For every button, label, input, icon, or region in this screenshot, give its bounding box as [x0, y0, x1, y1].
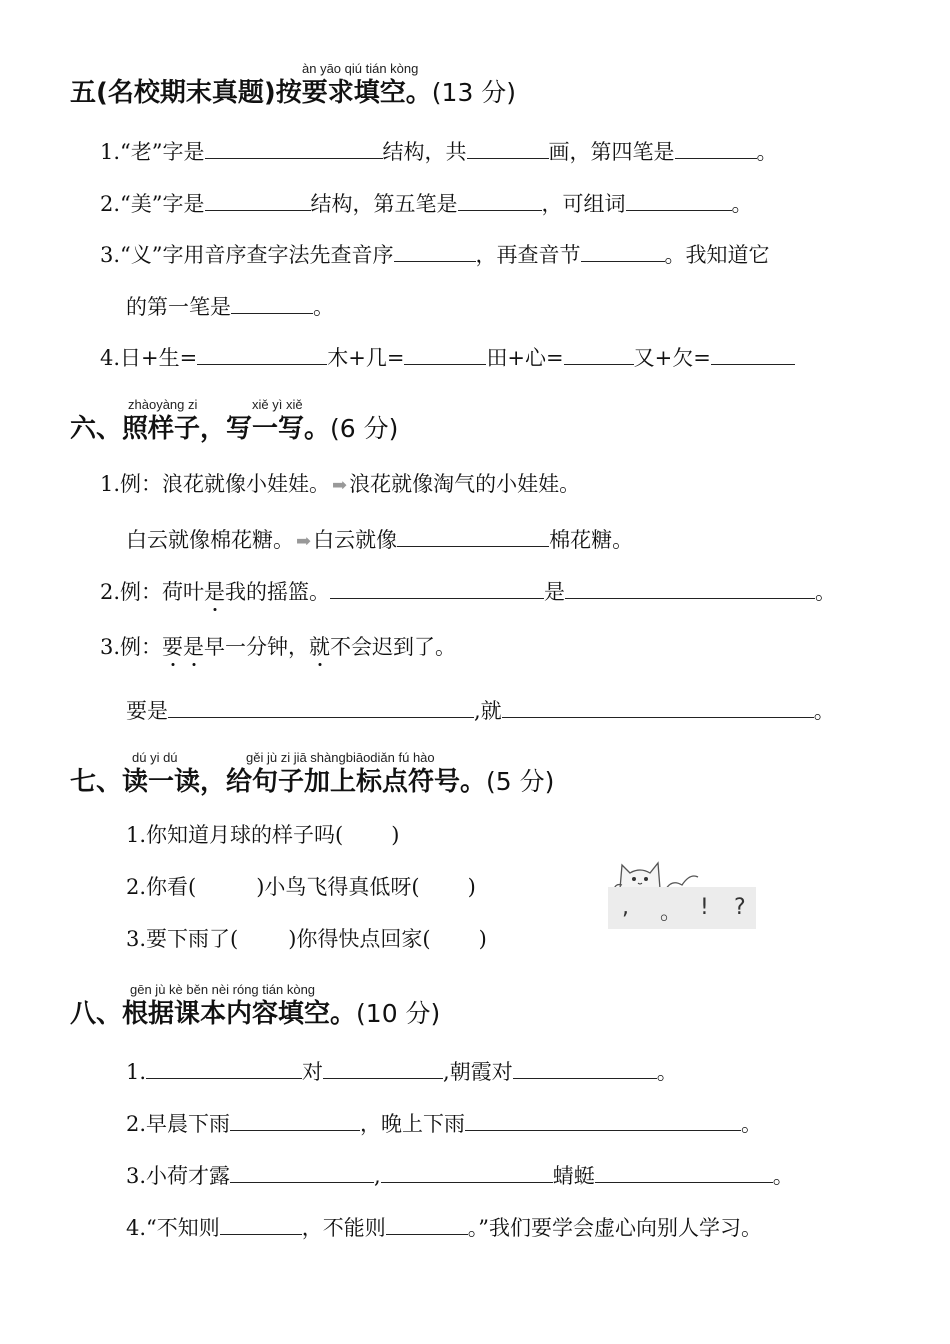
question-text: ，晚上下雨 [360, 1112, 466, 1136]
question-text: ，可组词 [541, 192, 626, 216]
question-8-3 [126, 1162, 794, 1187]
question-text: 的第一笔是 [126, 295, 231, 319]
answer-blank[interactable] [394, 241, 476, 262]
punctuation-mark: ? [734, 895, 746, 920]
section-title-5 [70, 80, 516, 106]
section-score: (6 分) [330, 414, 399, 443]
question-text: 蜻蜓 [552, 1164, 595, 1188]
question-6-3-task [126, 697, 835, 722]
question-text: 田+心= [486, 346, 564, 370]
question-text: 是 [544, 580, 566, 604]
answer-blank[interactable] [231, 293, 313, 314]
answer-blank[interactable] [381, 1162, 553, 1183]
answer-blank[interactable] [197, 344, 327, 365]
question-text: 结构，共 [382, 140, 467, 164]
question-text: 。我知道它 [664, 243, 770, 267]
question-8-2 [126, 1110, 762, 1135]
question-7-2 [126, 877, 476, 898]
question-text: 浪花就像淘气的小娃娃。 [349, 472, 581, 496]
answer-blank[interactable] [205, 190, 311, 211]
question-text: 3.“义”字用音序查字法先查音序 [100, 243, 394, 267]
question-text: 1.“老”字是 [100, 140, 205, 164]
section-number: 六、 [70, 414, 123, 444]
answer-blank[interactable] [386, 1214, 468, 1235]
question-text: ，再查音节 [475, 243, 581, 267]
question-text: 我的摇篮。 [225, 580, 331, 604]
question-text: 。 [815, 580, 837, 604]
question-text: 1.例：浪花就像小娃娃。 [100, 472, 331, 496]
question-text: 对 [302, 1060, 324, 1084]
question-text: 画，第四笔是 [548, 140, 675, 164]
emphasis-char: 就 [309, 635, 331, 659]
question-text: 白云就像 [313, 528, 398, 552]
section-heading: 照样子，写一写。 [122, 414, 331, 444]
pinyin-annotation: zhàoyàng zi [128, 397, 198, 412]
answer-blank[interactable] [230, 1110, 360, 1131]
question-text: 。 [656, 1060, 678, 1084]
answer-blank[interactable] [564, 344, 634, 365]
question-7-1 [126, 825, 399, 846]
question-text: ,朝霞对 [443, 1060, 513, 1084]
question-7-3 [126, 929, 487, 950]
question-text: 2.你看( [126, 875, 197, 899]
section-heading: 按要求填空。 [275, 78, 432, 108]
question-text: 4.日+生= [100, 346, 198, 370]
emphasis-char: 是 [204, 580, 226, 604]
question-text: 2.早晨下雨 [126, 1112, 231, 1136]
question-text: 。”我们要学会虚心向别人学习。 [467, 1216, 763, 1240]
question-6-2 [100, 578, 836, 603]
pinyin-annotation: gēn jù kè běn nèi róng tián kòng [130, 982, 316, 997]
answer-blank[interactable] [565, 578, 815, 599]
question-text: 2.例：荷叶 [100, 580, 205, 604]
pinyin-annotation: xiě yì xiě [252, 397, 303, 412]
arrow-right-icon: ➡ [332, 475, 348, 496]
pinyin-annotation: dú yi dú [132, 750, 178, 765]
question-text: )你得快点回家( [288, 927, 431, 951]
answer-blank[interactable] [404, 344, 486, 365]
punctuation-mark: 。 [660, 900, 683, 925]
answer-blank[interactable] [675, 138, 757, 159]
question-text: 早一分钟， [204, 635, 310, 659]
pinyin-annotation: gěi jù zi jiā shàngbiāodiǎn fú hào [246, 750, 435, 765]
question-5-1 [100, 138, 778, 163]
cat-illustration-icon [612, 855, 702, 891]
section-number: 七、 [70, 767, 123, 797]
question-text: 。 [772, 1164, 794, 1188]
question-text: ,就 [474, 699, 502, 723]
question-5-3 [100, 241, 770, 266]
answer-blank[interactable] [467, 138, 549, 159]
section-title-6 [70, 416, 398, 442]
arrow-right-icon: ➡ [296, 531, 312, 552]
question-8-1 [126, 1058, 678, 1083]
punctuation-options-box [608, 887, 756, 929]
question-text: )小鸟飞得真低呀( [256, 875, 420, 899]
question-text: ) [391, 823, 400, 847]
answer-blank[interactable] [458, 190, 542, 211]
answer-blank[interactable] [513, 1058, 657, 1079]
question-5-2 [100, 190, 753, 215]
answer-blank[interactable] [711, 344, 795, 365]
question-6-1 [100, 474, 580, 495]
pinyin-annotation: àn yāo qiú tián kòng [302, 61, 419, 76]
answer-blank[interactable] [502, 697, 814, 718]
question-text: 结构，第五笔是 [310, 192, 458, 216]
answer-blank[interactable] [205, 138, 383, 159]
section-score: (13 分) [431, 78, 517, 107]
question-text: 木+几= [327, 346, 405, 370]
question-6-3 [100, 637, 456, 658]
question-text: , [374, 1164, 381, 1188]
question-text: 。 [731, 192, 753, 216]
section-number: 八、 [70, 999, 123, 1029]
question-5-4 [100, 344, 795, 369]
answer-blank[interactable] [323, 1058, 443, 1079]
question-text: 4.“不知则 [126, 1216, 220, 1240]
emphasis-char: 要 [162, 635, 184, 659]
answer-blank[interactable] [595, 1162, 773, 1183]
answer-blank[interactable] [581, 241, 665, 262]
question-text: ) [467, 875, 476, 899]
section-number: 五(名校期末真题) [70, 78, 276, 108]
answer-blank[interactable] [146, 1058, 302, 1079]
question-text: ) [478, 927, 487, 951]
question-8-4 [126, 1214, 762, 1239]
section-score: (5 分) [486, 767, 555, 796]
answer-blank[interactable] [220, 1214, 302, 1235]
question-text: 。 [741, 1112, 763, 1136]
punctuation-mark: , [622, 895, 629, 920]
answer-blank[interactable] [230, 1162, 374, 1183]
question-text: 3.小荷才露 [126, 1164, 231, 1188]
section-title-7 [70, 769, 554, 795]
answer-blank[interactable] [626, 190, 732, 211]
question-text: 。 [813, 699, 835, 723]
question-text: 3.例： [100, 635, 163, 659]
section-score: (10 分) [356, 999, 441, 1028]
question-text: 又+欠= [633, 346, 711, 370]
question-5-3-cont [126, 293, 334, 318]
question-text: 不会迟到了。 [330, 635, 457, 659]
question-text: 1.你知道月球的样子吗( [126, 823, 344, 847]
question-text: 。 [313, 295, 334, 319]
section-heading: 根据课本内容填空。 [122, 999, 357, 1029]
punctuation-mark: ! [700, 895, 709, 920]
answer-blank[interactable] [397, 526, 549, 547]
answer-blank[interactable] [465, 1110, 741, 1131]
emphasis-char: 是 [183, 635, 205, 659]
question-text: 。 [756, 140, 778, 164]
question-text: 棉花糖。 [549, 528, 634, 552]
question-text: 白云就像棉花糖。 [126, 528, 294, 552]
question-text: 2.“美”字是 [100, 192, 205, 216]
question-text: 要是 [126, 699, 168, 723]
answer-blank[interactable] [168, 697, 474, 718]
question-text: 3.要下雨了( [126, 927, 239, 951]
question-6-1-task [126, 526, 633, 551]
question-text: 1. [126, 1060, 147, 1084]
section-title-8 [70, 1001, 440, 1027]
question-text: ，不能则 [301, 1216, 386, 1240]
answer-blank[interactable] [330, 578, 544, 599]
section-heading: 读一读，给句子加上标点符号。 [122, 767, 487, 797]
